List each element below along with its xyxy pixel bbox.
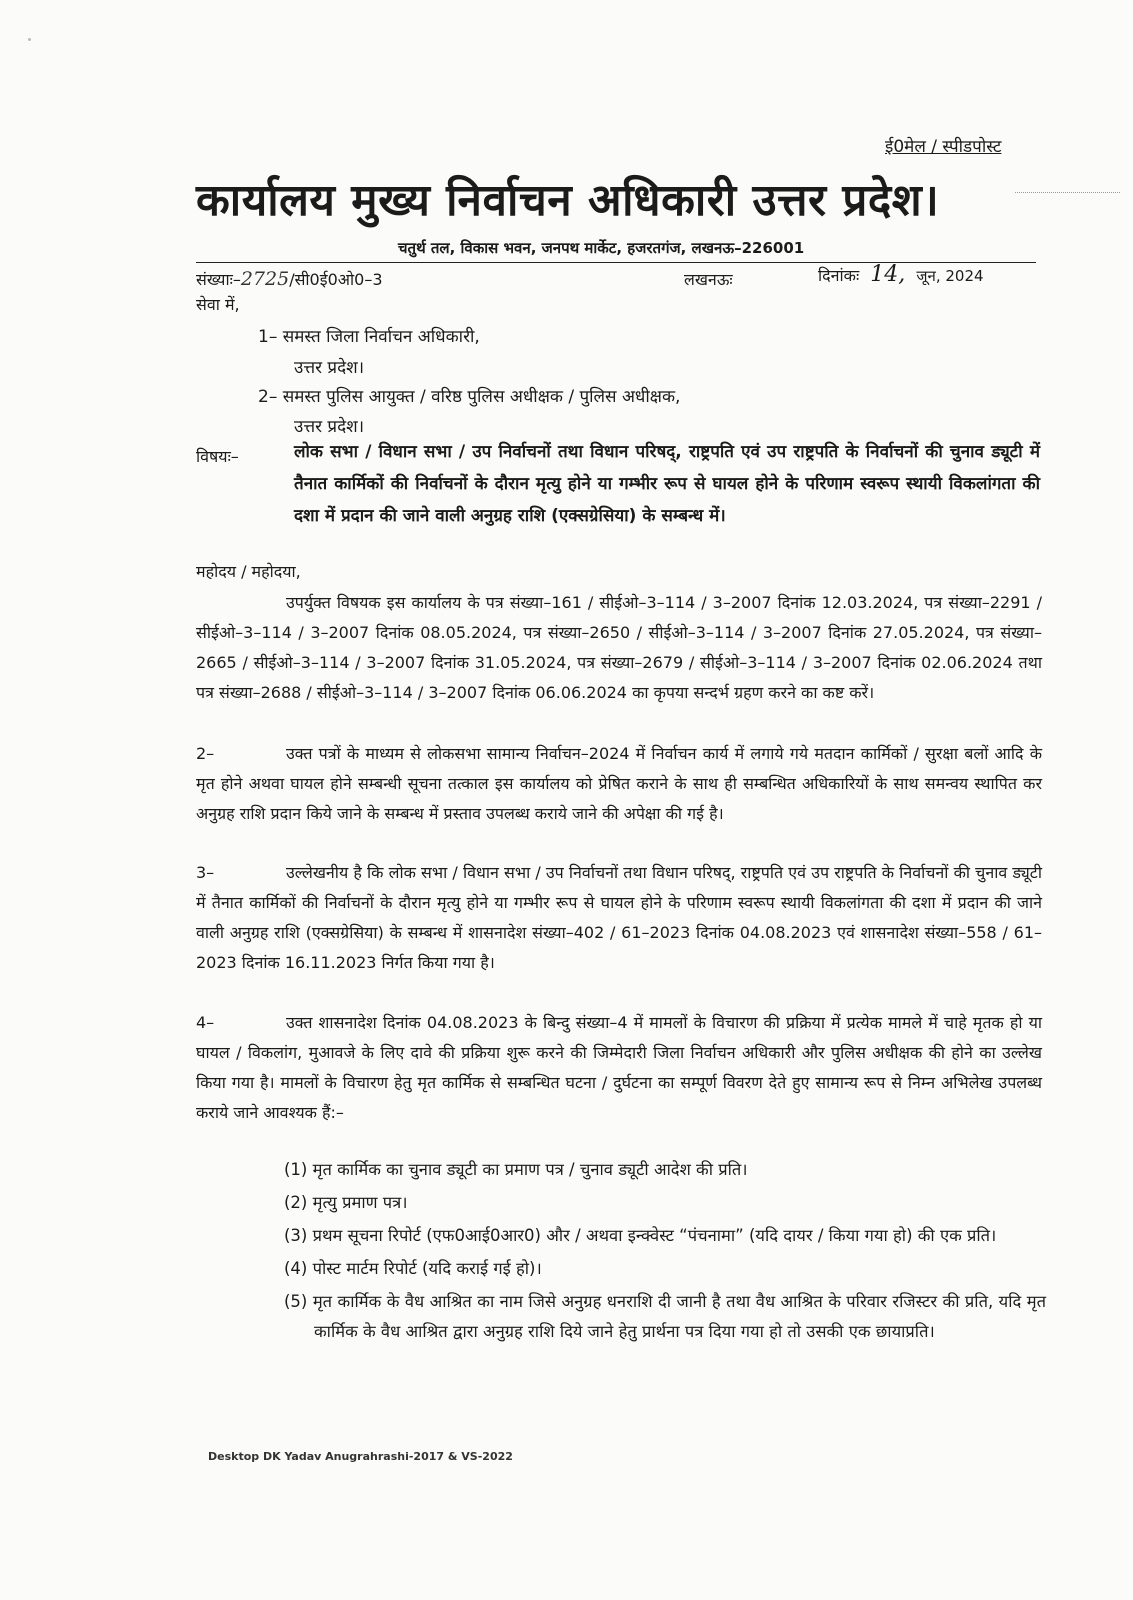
letter-place: लखनऊः [684,270,733,289]
recipient-1-line2: उत्तर प्रदेश। [294,358,365,378]
paragraph-3 [196,858,1042,978]
paragraph-4 [196,1008,1042,1128]
recipient-2-line1: 2– समस्त पुलिस आयुक्त / वरिष्ठ पुलिस अधीक्षक / पुलिस अधीक्षक, [258,387,681,407]
paragraph-number: 4– [196,1013,215,1032]
paragraph-text: उक्त पत्रों के माध्यम से लोकसभा सामान्य निर्वाचन–2024 में निर्वाचन कार्य में लगाये गये मतदान कार्मिकों / सुरक्षा बलों आदि के मृत होने अथवा घायल होने सम्बन्धी सूचना तत्काल इस कार्यालय को प्रेषित कराने के साथ ही सम्बन्धित अधिकारियों के साथ समन्वय स्थापित कर अनुग्रह राशि प्रदान किये जाने के सम्बन्ध में प्रस्ताव उपलब्ध कराये जाने की अपेक्षा की गई है। [196,744,1042,823]
subject-label: विषयः– [196,447,239,466]
recipient-2-line2: उत्तर प्रदेश। [294,417,365,437]
reference-prefix: संख्याः– [196,270,241,289]
title-dotted-rule [1015,192,1120,193]
required-documents-list [284,1155,1046,1350]
paragraph-number: 3– [196,863,215,882]
reference-handwritten-number: 2725 [240,268,290,290]
paragraph-1 [196,588,1042,708]
recipient-1-line1: 1– समस्त जिला निर्वाचन अधिकारी, [258,327,480,347]
salutation: महोदय / महोदया, [196,562,301,581]
date-label: दिनांकः [818,266,860,285]
list-item: (2) मृत्यु प्रमाण पत्र। [284,1193,408,1212]
list-item: (5) मृत कार्मिक के वैध आश्रित का नाम जिसे अनुग्रह धनराशि दी जानी है तथा वैध आश्रित के परिवार रजिस्टर की प्रति, यदि मृत कार्मिक के वैध आश्रित द्वारा अनुग्रह राशि दिये जाने हेतु प्रार्थना पत्र दिया गया हो तो उसकी एक छायाप्रति। [284,1292,1046,1341]
office-address: चतुर्थ तल, विकास भवन, जनपथ मार्केट, हजरतगंज, लखनऊ–226001 [398,239,805,257]
date-month-year: जून, 2024 [916,267,984,285]
list-item: (1) मृत कार्मिक का चुनाव ड्यूटी का प्रमाण पत्र / चुनाव ड्यूटी आदेश की प्रति। [284,1160,748,1179]
addressee-label: सेवा में, [196,295,240,314]
list-item: (3) प्रथम सूचना रिपोर्ट (एफ0आई0आर0) और / अथवा इन्क्वेस्ट “पंचनामा” (यदि दायर / किया गया हो) की एक प्रति। [284,1226,997,1245]
paragraph-number: 2– [196,744,215,763]
dispatch-mode: ई0मेल / स्पीडपोस्ट [885,137,1002,157]
paragraph-text: उपर्युक्त विषयक इस कार्यालय के पत्र संख्या–161 / सीईओ–3–114 / 3–2007 दिनांक 12.03.2024, पत्र संख्या–2291 / सीईओ–3–114 / 3–2007 दिनांक 08.05.2024, पत्र संख्या–2650 / सीईओ–3–114 / 3–2007 दिनांक 27.05.2024, पत्र संख्या–2665 / सीईओ–3–114 / 3–2007 दिनांक 31.05.2024, पत्र संख्या–2679 / सीईओ–3–114 / 3–2007 दिनांक 02.06.2024 तथा पत्र संख्या–2688 / सीईओ–3–114 / 3–2007 दिनांक 06.06.2024 का कृपया सन्दर्भ ग्रहण करने का कष्ट करें। [196,593,1042,702]
office-title: कार्यालय मुख्य निर्वाचन अधिकारी उत्तर प्रदेश। [196,175,940,226]
list-item: (4) पोस्ट मार्टम रिपोर्ट (यदि कराई गई हो)। [284,1259,542,1278]
footer-file-path: Desktop DK Yadav Anugrahrashi-2017 & VS-2022 [208,1450,513,1463]
reference-number [196,268,383,290]
paragraph-2 [196,739,1042,829]
subject-text: लोक सभा / विधान सभा / उप निर्वाचनों तथा विधान परिषद्, राष्ट्रपति एवं उप राष्ट्रपति के निर्वाचनों की चुनाव ड्यूटी में तैनात कार्मिकों की निर्वाचनों के दौरान मृत्यु होने या गम्भीर रूप से घायल होने के परिणाम स्वरूप स्थायी विकलांगता की दशा में प्रदान की जाने वाली अनुग्रह राशि (एक्सग्रेसिया) के सम्बन्ध में। [294,442,1040,526]
paragraph-text: उक्त शासनादेश दिनांक 04.08.2023 के बिन्दु संख्या–4 में मामलों के विचारण की प्रक्रिया में प्रत्येक मामले में चाहे मृतक हो या घायल / विकलांग, मुआवजे के लिए दावे की प्रक्रिया शुरू करने की जिम्मेदारी जिला निर्वाचन अधिकारी और पुलिस अधीक्षक की होने का उल्लेख किया गया है। मामलों के विचारण हेतु मृत कार्मिक से सम्बन्धित घटना / दुर्घटना का सम्पूर्ण विवरण देते हुए सामान्य रूप से निम्न अभिलेख उपलब्ध कराये जाने आवश्यक हैं:– [196,1013,1042,1122]
date-handwritten-day: 14, [870,262,906,287]
paragraph-text: उल्लेखनीय है कि लोक सभा / विधान सभा / उप निर्वाचनों तथा विधान परिषद्, राष्ट्रपति एवं उप राष्ट्रपति के निर्वाचनों की चुनाव ड्यूटी में तैनात कार्मिकों की निर्वाचनों के दौरान मृत्यु होने या गम्भीर रूप से घायल होने के परिणाम स्वरूप स्थायी विकलांगता की दशा में प्रदान की जाने वाली अनुग्रह राशि (एक्सग्रेसिया) के सम्बन्ध में शासनादेश संख्या–402 / 61–2023 दिनांक 04.08.2023 एवं शासनादेश संख्या–558 / 61–2023 दिनांक 16.11.2023 निर्गत किया गया है। [196,863,1042,972]
reference-suffix: /सी0ई0ओ0–3 [289,270,383,289]
scan-speck [28,38,31,41]
letter-date [818,262,984,287]
